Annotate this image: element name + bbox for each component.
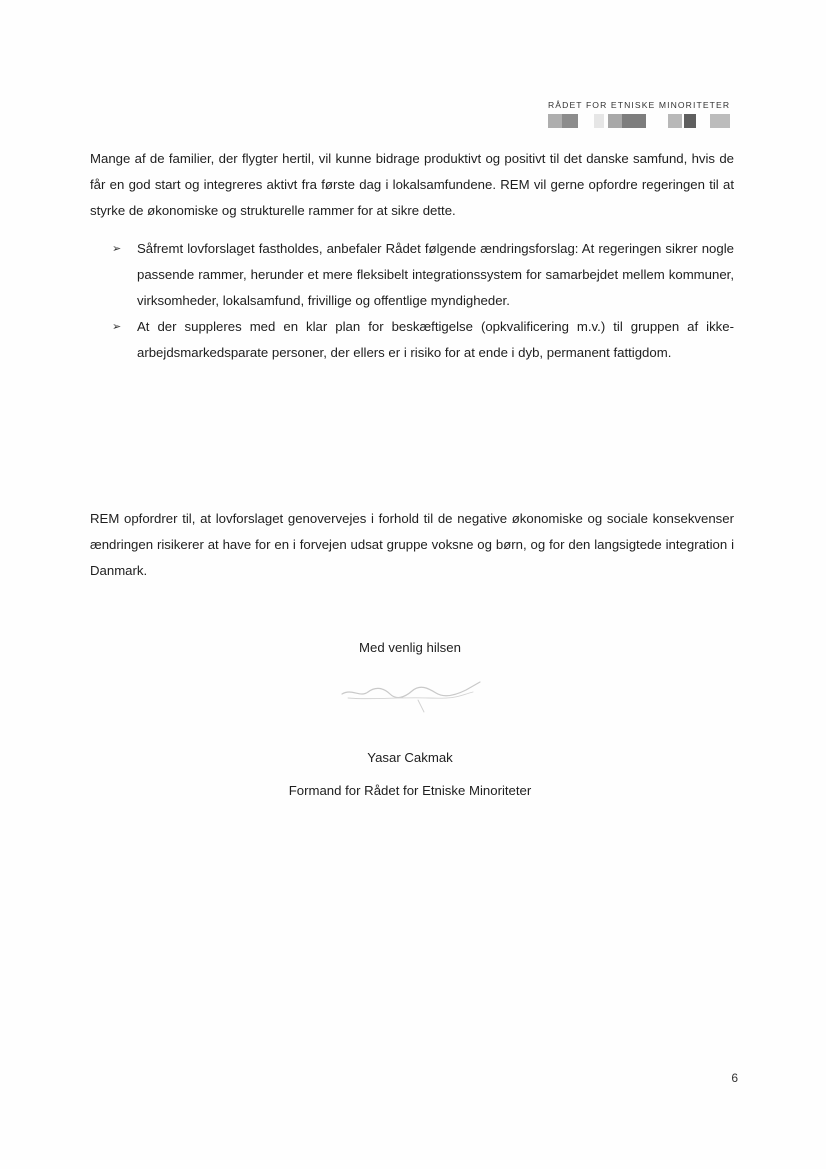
organization-logo <box>548 114 733 129</box>
logo-block <box>548 114 562 128</box>
signer-name: Yasar Cakmak <box>367 750 453 765</box>
list-item <box>90 236 734 314</box>
body-paragraph: REM opfordrer til, at lovforslaget genovervejes i forhold til de negative økonomiske og sociale konsekvenser ændringen risikerer at have for en i forvejen udsat gruppe voksne og børn, og for den langsigtede integration i Danmark. <box>90 511 734 578</box>
logo-block <box>684 114 696 128</box>
arrow-bullet-icon: ➢ <box>112 321 122 333</box>
list-item-text: At der suppleres med en klar plan for beskæftigelse (opkvalificering m.v.) til gruppen af ikke-arbejdsmarkedsparate personer, der ellers er i risiko for at ende i dyb, permanent fattigdom. <box>137 319 734 360</box>
logo-block <box>562 114 578 128</box>
recommendation-list <box>90 236 734 366</box>
logo-block <box>622 114 646 128</box>
closing-greeting: Med venlig hilsen <box>359 640 461 655</box>
body-paragraph: Mange af de familier, der flygter hertil, vil kunne bidrage produktivt og positivt til det danske samfund, hvis de får en god start og integreres aktivt fra første dag i lokalsamfundene. REM vil gerne opfordre regeringen til at styrke de økonomiske og strukturelle rammer for at sikre dette. <box>90 151 734 218</box>
logo-block <box>668 114 682 128</box>
logo-block <box>710 114 730 128</box>
signer-title: Formand for Rådet for Etniske Minoriteter <box>288 783 532 798</box>
letterhead <box>548 100 733 129</box>
arrow-bullet-icon: ➢ <box>112 243 122 255</box>
handwritten-signature <box>338 676 488 716</box>
logo-block <box>594 114 604 128</box>
list-item-text: Såfremt lovforslaget fastholdes, anbefaler Rådet følgende ændringsforslag: At regeringen sikrer nogle passende rammer, herunder et mere fleksibelt integrationssystem for samarbejdet mellem kommuner, virksomheder, lokalsamfund, frivillige og offentlige myndigheder. <box>137 241 734 308</box>
page-number: 6 <box>731 1071 738 1085</box>
list-item <box>90 314 734 366</box>
logo-block <box>608 114 622 128</box>
organization-name: RÅDET FOR ETNISKE MINORITETER <box>548 100 731 110</box>
